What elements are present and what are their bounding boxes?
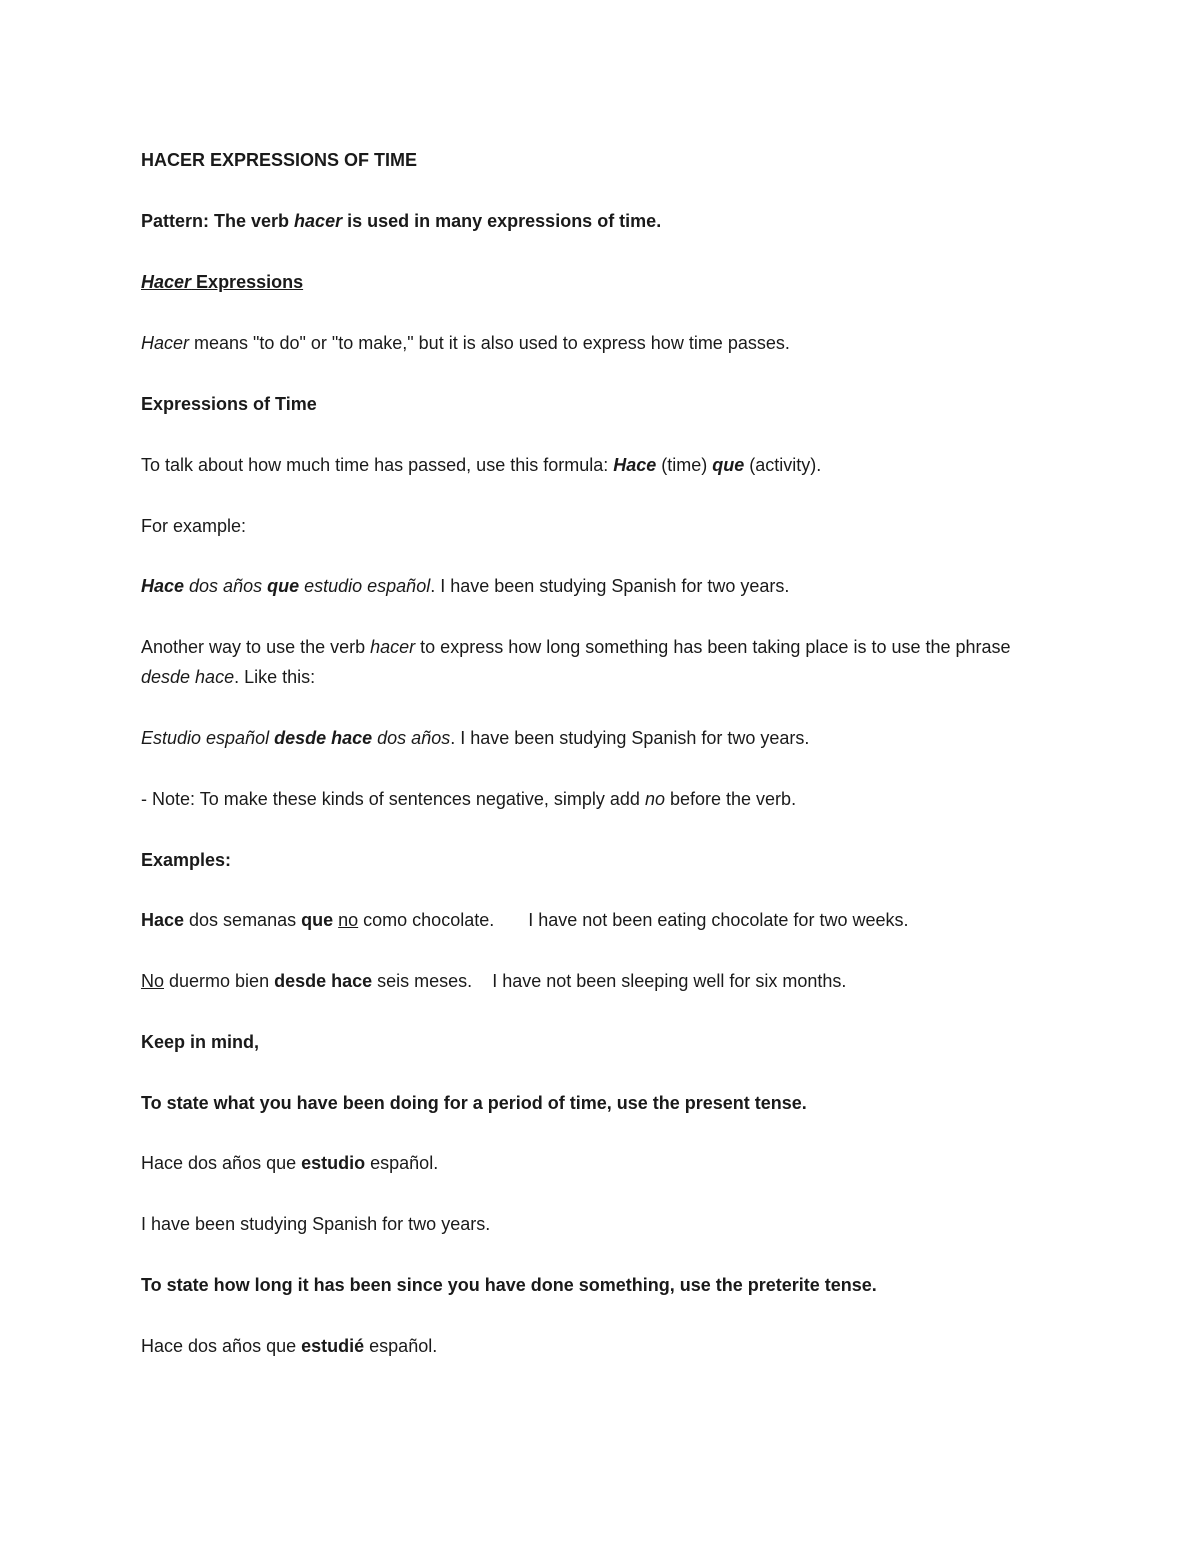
for-example-line: For example: — [141, 516, 247, 536]
example-2-desde-hace: desde hace — [274, 728, 373, 748]
preterite-example-spanish — [141, 1331, 1041, 1361]
neg-2-months: seis meses. — [372, 971, 473, 991]
neg-1-no: no — [338, 910, 359, 930]
neg-2-desde-hace: desde hace — [274, 971, 373, 991]
meaning-verb: Hacer — [141, 333, 190, 353]
example-1-que: que — [267, 576, 300, 596]
section-heading-expressions-of-time: Expressions of Time — [141, 394, 317, 414]
neg-1-hace: Hace — [141, 910, 185, 930]
note-text: - Note: To make these kinds of sentences negative, simply add — [141, 789, 645, 809]
rule-present-tense: To state what you have been doing for a period of time, use the present tense. — [141, 1093, 807, 1113]
another-way-verb: hacer — [370, 637, 416, 657]
example-2-years: dos años — [372, 728, 451, 748]
note-text-end: before the verb. — [664, 789, 797, 809]
neg-2-translation: I have not been sleeping well for six months. — [492, 971, 847, 991]
another-way-text-end: . Like this: — [234, 667, 316, 687]
section-heading-rest: Expressions — [191, 272, 304, 292]
present-es-verb: estudio — [301, 1153, 366, 1173]
formula-hace: Hace — [613, 455, 657, 475]
keep-in-mind-heading: Keep in mind, — [141, 1032, 260, 1052]
another-way-text-2: to express how long something has been taking place is to use the phrase — [415, 637, 1011, 657]
example-2-line — [141, 723, 1041, 753]
present-es-end: español. — [365, 1153, 439, 1173]
pattern-text: Pattern: The verb — [141, 211, 295, 231]
example-1-translation: . I have been studying Spanish for two years. — [430, 576, 790, 596]
neg-1-activity: como chocolate. — [358, 910, 495, 930]
example-2-activity: Estudio español — [141, 728, 275, 748]
another-way-phrase: desde hace — [141, 667, 235, 687]
neg-1-translation: I have not been eating chocolate for two weeks. — [528, 910, 909, 930]
present-example-spanish — [141, 1148, 1041, 1178]
document-title: HACER EXPRESSIONS OF TIME — [141, 150, 418, 170]
pattern-text-end: is used in many expressions of time. — [342, 211, 662, 231]
neg-2-activity: duermo bien — [164, 971, 275, 991]
negative-example-1 — [141, 905, 1041, 935]
rule-preterite-tense: To state how long it has been since you have done something, use the preterite tense. — [141, 1275, 877, 1295]
formula-text: To talk about how much time has passed, use this formula: — [141, 455, 614, 475]
formula-time: (time) — [656, 455, 713, 475]
pattern-line — [141, 206, 1041, 236]
example-1-line — [141, 571, 1041, 601]
neg-1-weeks: dos semanas — [184, 910, 302, 930]
examples-heading: Examples: — [141, 850, 232, 870]
example-1-hace: Hace — [141, 576, 185, 596]
neg-2-no: No — [141, 971, 165, 991]
formula-line — [141, 450, 1041, 480]
example-2-translation: . I have been studying Spanish for two years. — [450, 728, 810, 748]
preterite-es-end: español. — [364, 1336, 438, 1356]
meaning-line — [141, 328, 1041, 358]
note-no: no — [644, 789, 665, 809]
note-line — [141, 784, 1041, 814]
meaning-text: means "to do" or "to make," but it is also used to express how time passes. — [189, 333, 790, 353]
example-1-activity: estudio español — [299, 576, 431, 596]
another-way-text: Another way to use the verb — [141, 637, 371, 657]
preterite-es-text: Hace dos años que — [141, 1336, 302, 1356]
example-1-years: dos años — [184, 576, 268, 596]
another-way-paragraph — [141, 632, 1041, 692]
formula-activity: (activity). — [744, 455, 822, 475]
neg-1-que: que — [301, 910, 334, 930]
section-heading-verb: Hacer — [141, 272, 192, 292]
formula-que: que — [712, 455, 745, 475]
present-es-text: Hace dos años que — [141, 1153, 302, 1173]
present-example-english: I have been studying Spanish for two years. — [141, 1214, 491, 1234]
preterite-es-verb: estudié — [301, 1336, 365, 1356]
pattern-verb: hacer — [294, 211, 343, 231]
negative-example-2 — [141, 966, 1041, 996]
section-heading-hacer-expressions — [141, 267, 1041, 297]
